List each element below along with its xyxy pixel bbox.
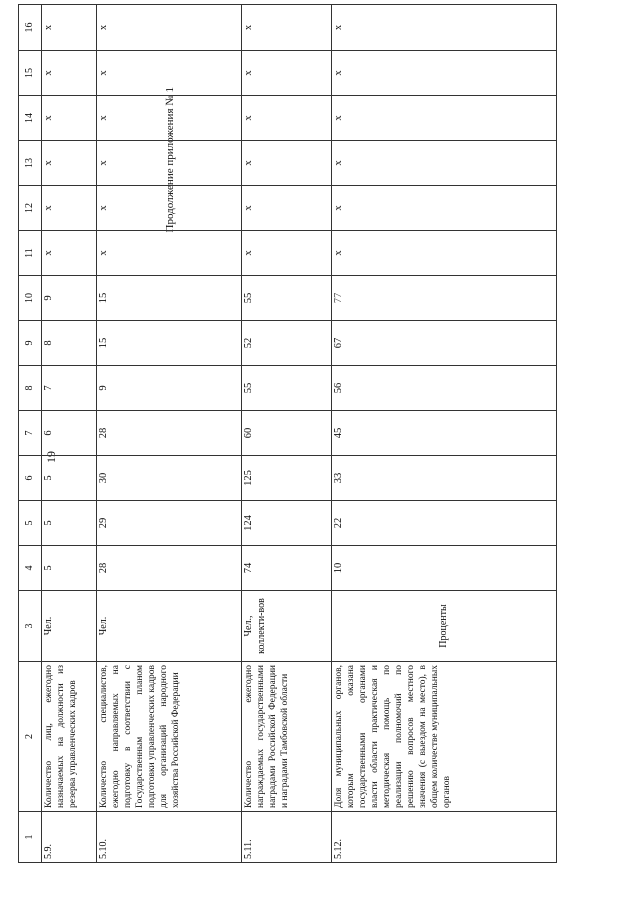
- unit-cell: Чел.: [97, 591, 242, 662]
- value-cell: x: [242, 5, 332, 51]
- header-cell: 6: [19, 456, 42, 501]
- value-cell: x: [97, 96, 242, 141]
- value-cell: 9: [97, 366, 242, 411]
- value-cell: 10: [332, 546, 557, 591]
- value-cell: 9: [42, 276, 97, 321]
- value-cell: 77: [332, 276, 557, 321]
- value-cell: 28: [97, 546, 242, 591]
- value-cell: 5: [42, 456, 97, 501]
- value-cell: x: [97, 231, 242, 276]
- value-cell: x: [97, 51, 242, 96]
- header-cell: 10: [19, 276, 42, 321]
- header-cell: 3: [19, 591, 42, 662]
- value-cell: x: [242, 186, 332, 231]
- value-cell: x: [332, 96, 557, 141]
- value-cell: 60: [242, 411, 332, 456]
- value-cell: x: [42, 5, 97, 51]
- value-cell: 124: [242, 501, 332, 546]
- value-cell: x: [97, 186, 242, 231]
- value-cell: 6: [42, 411, 97, 456]
- indicator-name: Количество специалистов, ежегодно направляемых на подготовку в соответствии с Государственным планом подготовки управленческих кадров для организаций народного хозяйства Российской Федерации: [97, 662, 242, 812]
- header-cell: 4: [19, 546, 42, 591]
- value-cell: 55: [242, 366, 332, 411]
- value-cell: 67: [332, 321, 557, 366]
- value-cell: x: [242, 96, 332, 141]
- header-cell: 5: [19, 501, 42, 546]
- header-cell: 8: [19, 366, 42, 411]
- value-cell: x: [97, 141, 242, 186]
- value-cell: 125: [242, 456, 332, 501]
- header-cell: 16: [19, 5, 42, 51]
- header-row: [19, 5, 42, 863]
- value-cell: 74: [242, 546, 332, 591]
- value-cell: 55: [242, 276, 332, 321]
- row-number: 5.9.: [42, 812, 97, 863]
- value-cell: x: [242, 231, 332, 276]
- row-number: 5.11.: [242, 812, 332, 863]
- unit-cell: Чел.: [42, 591, 97, 662]
- indicator-name: Количество ежегодно награждаемых государственными наградами Российской Федерации и наградами Тамбовской области: [242, 662, 332, 812]
- header-cell: 1: [19, 812, 42, 863]
- value-cell: x: [42, 51, 97, 96]
- value-cell: 33: [332, 456, 557, 501]
- header-cell: 15: [19, 51, 42, 96]
- continuation-note: Продолжение приложения № 1: [164, 87, 176, 233]
- value-cell: x: [42, 186, 97, 231]
- row-number: 5.12.: [332, 812, 557, 863]
- value-cell: 56: [332, 366, 557, 411]
- value-cell: x: [42, 96, 97, 141]
- value-cell: 15: [97, 321, 242, 366]
- header-cell: 14: [19, 96, 42, 141]
- table-row: [97, 5, 242, 863]
- value-cell: x: [332, 186, 557, 231]
- value-cell: 22: [332, 501, 557, 546]
- value-cell: x: [97, 5, 242, 51]
- value-cell: 30: [97, 456, 242, 501]
- indicators-table: [18, 4, 557, 863]
- value-cell: x: [332, 141, 557, 186]
- value-cell: 7: [42, 366, 97, 411]
- value-cell: 5: [42, 546, 97, 591]
- header-cell: 2: [19, 662, 42, 812]
- page-number: 19: [44, 451, 58, 463]
- value-cell: x: [332, 5, 557, 51]
- table-row: [242, 5, 332, 863]
- header-cell: 9: [19, 321, 42, 366]
- indicator-name: Доля муниципальных органов, которым оказана государственными органами власти области практическая и методическая помощь по реализации полномочий по решению вопросов местного значения (с выездом на место), в общем количестве муниципальных органов: [332, 662, 557, 812]
- value-cell: 29: [97, 501, 242, 546]
- header-cell: 11: [19, 231, 42, 276]
- table-row: [332, 5, 557, 863]
- value-cell: 28: [97, 411, 242, 456]
- header-cell: 12: [19, 186, 42, 231]
- value-cell: 8: [42, 321, 97, 366]
- value-cell: 45: [332, 411, 557, 456]
- value-cell: 5: [42, 501, 97, 546]
- value-cell: x: [242, 141, 332, 186]
- indicator-name: Количество лиц, ежегодно назначаемых на должности из резерва управленческих кадров: [42, 662, 97, 812]
- value-cell: 52: [242, 321, 332, 366]
- value-cell: x: [42, 141, 97, 186]
- value-cell: 15: [97, 276, 242, 321]
- unit-cell: Проценты: [332, 591, 557, 662]
- header-cell: 7: [19, 411, 42, 456]
- header-cell: 13: [19, 141, 42, 186]
- row-number: 5.10.: [97, 812, 242, 863]
- table-row: [42, 5, 97, 863]
- value-cell: x: [242, 51, 332, 96]
- value-cell: x: [42, 231, 97, 276]
- value-cell: x: [332, 231, 557, 276]
- value-cell: x: [332, 51, 557, 96]
- unit-cell: Чел., коллекти-вов: [242, 591, 332, 662]
